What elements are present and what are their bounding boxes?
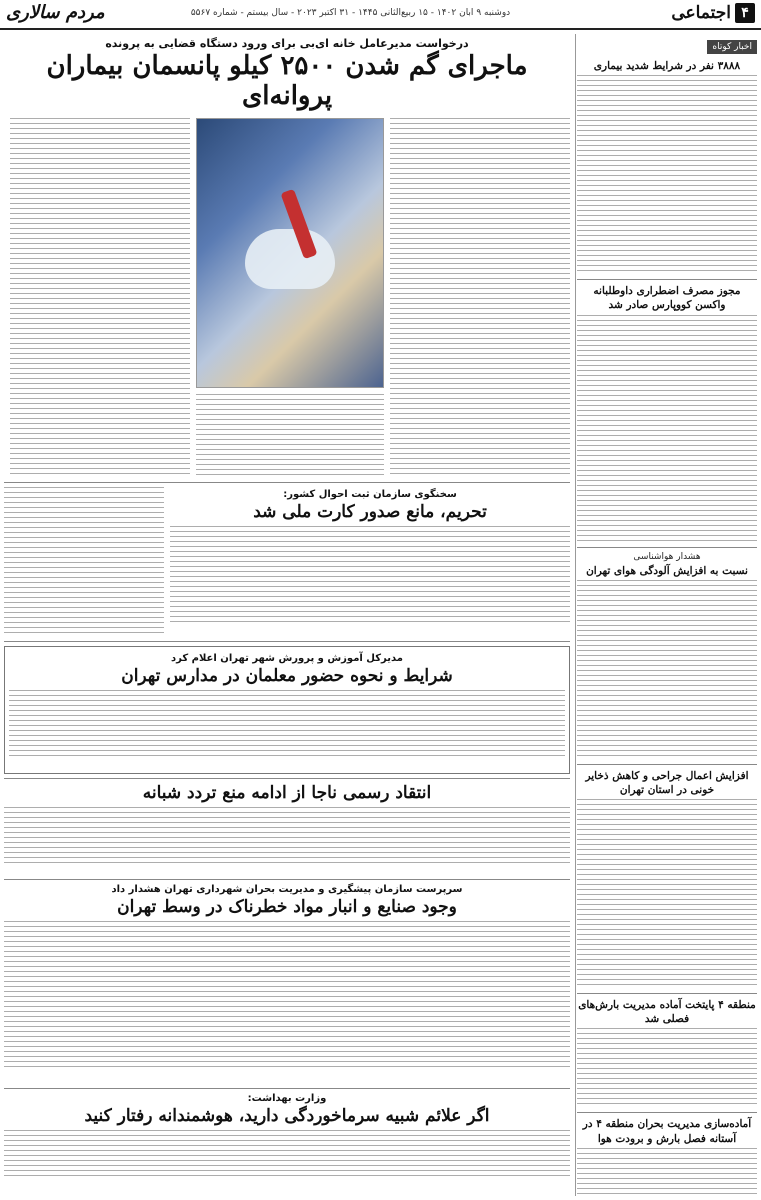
- lead-text-column: [10, 118, 190, 478]
- story-kicker: وزارت بهداشت:: [247, 1092, 327, 1104]
- lead-body: [4, 118, 570, 478]
- short-news-title: مجوز مصرف اضطراری داوطلبانه واکسن کووپارس صادر شد: [593, 285, 741, 312]
- short-news-body: [577, 1028, 757, 1108]
- story-row: [4, 487, 570, 637]
- lead-kicker: درخواست مدیرعامل خانه ای‌بی برای ورود دستگاه قضایی به پرونده: [105, 37, 469, 50]
- section-label: [671, 3, 755, 23]
- story-headline: تحریم، مانع صدور کارت ملی شد: [253, 501, 487, 522]
- story: [4, 1093, 570, 1193]
- story: [4, 884, 570, 1084]
- newspaper-name: مردم سالاری: [6, 2, 105, 23]
- lead-text-column: [390, 118, 570, 478]
- short-news-title: ۳۸۸۸ نفر در شرایط شدید بیماری: [593, 60, 741, 72]
- short-news-kicker: هشدار هواشناسی: [633, 551, 701, 562]
- story-text-column: [4, 487, 164, 637]
- short-news-title: افزایش اعمال جراحی و کاهش ذخایر خونی در استان تهران: [585, 769, 749, 796]
- short-news-tag: اخبار کوتاه: [707, 40, 757, 54]
- divider: [577, 279, 757, 280]
- story-headline: انتقاد رسمی ناجا از ادامه منع تردد شبانه: [142, 782, 432, 803]
- story-body: [4, 1130, 570, 1180]
- divider: [4, 641, 570, 642]
- divider: [577, 993, 757, 994]
- story: [4, 783, 570, 875]
- short-news-title: منطقه ۴ پایتخت آماده مدیریت بارش‌های فصلی شد: [578, 999, 756, 1026]
- divider: [4, 879, 570, 880]
- divider: [4, 1088, 570, 1089]
- short-news-title: نسبت به افزایش آلودگی هوای تهران: [586, 564, 748, 577]
- story-body: [9, 690, 565, 760]
- short-news-title: آماده‌سازی مدیریت بحران منطقه ۴ در آستانه فصل بارش و برودت هوا: [582, 1118, 752, 1145]
- story: [170, 487, 570, 637]
- page-masthead: [0, 0, 761, 30]
- story-headline: اگر علائم شبیه سرماخوردگی دارید، هوشمندانه رفتار کنید: [84, 1105, 490, 1126]
- lead-media-column: [196, 118, 384, 478]
- divider: [4, 778, 570, 779]
- divider: [577, 764, 757, 765]
- story-body: [170, 526, 570, 624]
- story-headline: شرایط و نحوه حضور معلمان در مدارس تهران: [121, 665, 453, 686]
- divider: [577, 547, 757, 548]
- section-name: اجتماعی: [671, 3, 731, 23]
- lead-story: [4, 37, 570, 478]
- column-divider: [575, 34, 576, 1196]
- main-stories-area: [4, 34, 570, 1196]
- story-kicker: سرپرست سازمان پیشگیری و مدیریت بحران شهرداری تهران هشدار داد: [111, 883, 463, 895]
- short-news-body: [577, 75, 757, 275]
- lead-text: [10, 118, 190, 478]
- dateline: دوشنبه ۹ آبان ۱۴۰۲ - ۱۵ ربیع‌الثانی ۱۴۴۵ - ۳۱ اکتبر ۲۰۲۳ - سال بیستم - شماره ۵۵۶۷: [190, 8, 511, 18]
- short-news-column: [577, 34, 757, 1196]
- glove-shape: [245, 229, 335, 289]
- story-kicker: سخنگوی سازمان ثبت احوال کشور:: [283, 488, 457, 500]
- short-news-body: [577, 580, 757, 760]
- lead-headline: ماجرای گم شدن ۲۵۰۰ کیلو پانسمان بیماران پروانه‌ای: [46, 51, 528, 111]
- story-kicker: مدیرکل آموزش و پرورش شهر تهران اعلام کرد: [170, 652, 403, 664]
- section-number: ۴: [735, 3, 755, 23]
- lead-photo: [196, 118, 384, 388]
- story-headline: وجود صنایع و انبار مواد خطرناک در وسط تهران: [117, 896, 457, 917]
- short-news-body: [577, 799, 757, 989]
- divider: [4, 482, 570, 483]
- short-news-body: [577, 315, 757, 543]
- story-body: [4, 487, 164, 633]
- lead-text: [390, 118, 570, 478]
- story-body: [4, 921, 570, 1071]
- story-boxed: [4, 646, 570, 774]
- divider: [577, 1112, 757, 1113]
- short-news-body: [577, 1148, 757, 1196]
- lead-text: [196, 394, 384, 478]
- story-body: [4, 807, 570, 867]
